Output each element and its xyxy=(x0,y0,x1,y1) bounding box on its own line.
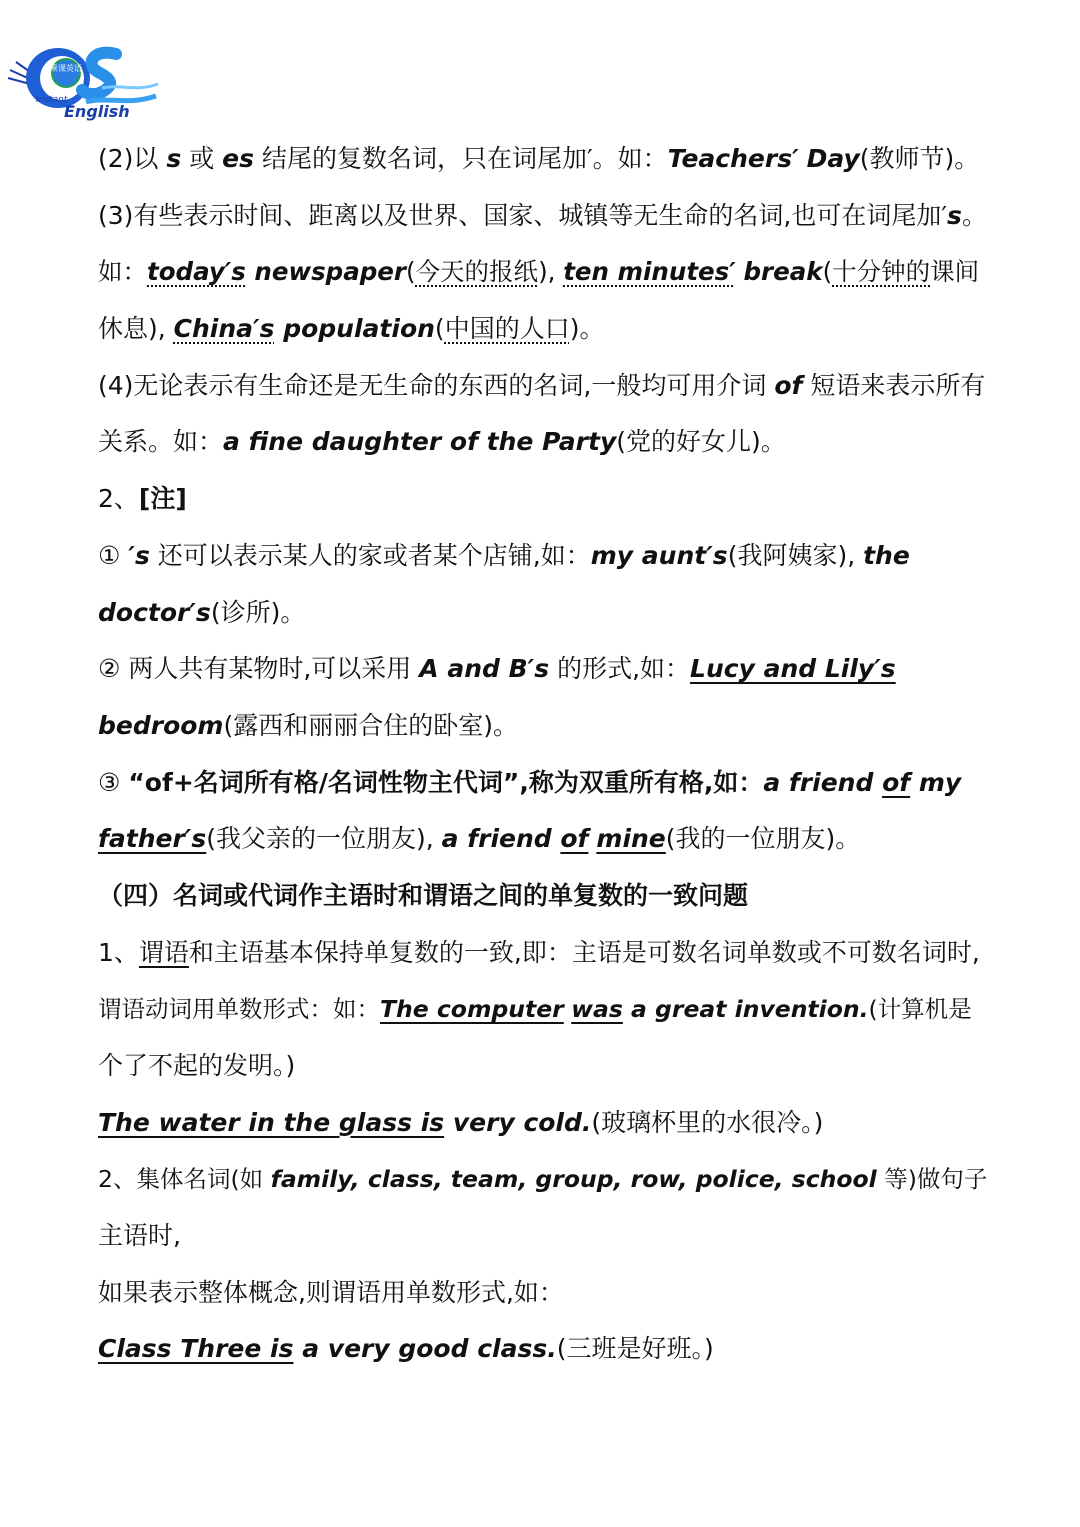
text-run: “of+名词所有格/名词性物主代词”,称为双重所有格,如： xyxy=(128,767,764,797)
text-run: (4)无论表示有生命还是无生命的东西的名词,一般均可用介词 xyxy=(98,370,775,400)
text-run: (3)有些表示时间、距离以及世界、国家、城镇等无生命的名词,也可在词尾加′ xyxy=(98,200,948,230)
text-line xyxy=(98,1265,988,1322)
text-line xyxy=(98,358,988,415)
text-run: (2)以 xyxy=(98,144,167,173)
text-run: Day xyxy=(806,144,860,173)
text-run: (教师节)。 xyxy=(859,144,980,173)
text-run: ′s xyxy=(128,540,150,570)
text-run: Teachers′ xyxy=(667,144,799,173)
text-run: China′s xyxy=(173,314,275,344)
text-run: (玻璃杯里的水很冷。) xyxy=(591,1107,824,1137)
text-run: a friend xyxy=(763,767,883,797)
text-run: 。 xyxy=(961,200,987,230)
text-run: of xyxy=(882,767,911,797)
text-run: (诊所)。 xyxy=(210,597,306,627)
text-line xyxy=(98,188,988,245)
instant-english-logo xyxy=(6,40,166,125)
text-run: newspaper xyxy=(245,257,406,287)
text-run: 和主语基本保持单复数的一致,即：主语是可数名词单数或不可数名词时, xyxy=(188,937,980,967)
text-run: doctor′s xyxy=(98,597,211,627)
text-run: The water in the glass is xyxy=(98,1107,445,1137)
text-run: （四）名词或代词作主语时和谓语之间的单复数的一致问题 xyxy=(98,880,749,910)
svg-text:English: English xyxy=(64,102,130,121)
text-line xyxy=(98,244,988,301)
text-line xyxy=(98,585,988,642)
text-run: 如果表示整体概念,则谓语用单数形式,如： xyxy=(98,1277,564,1307)
text-run: of xyxy=(774,370,803,400)
text-run: family, class, team, group, row, police, school xyxy=(270,1165,877,1194)
text-run: 的形式,如： xyxy=(549,654,691,684)
text-run: 如： xyxy=(98,257,147,287)
text-run: 中国的人口 xyxy=(444,314,570,344)
text-run: was xyxy=(571,995,623,1024)
text-run: es xyxy=(222,144,255,173)
text-line xyxy=(98,471,988,528)
text-run: 十分钟的 xyxy=(832,257,931,287)
text-run: (三班是好班。) xyxy=(556,1334,714,1364)
text-line xyxy=(98,1038,988,1095)
svg-text:乘课英语: 乘课英语 xyxy=(50,64,82,73)
text-run: father′s xyxy=(98,824,207,854)
text-line xyxy=(98,698,988,755)
text-run: ten minutes′ xyxy=(563,257,736,287)
text-run: )。 xyxy=(569,314,605,344)
text-run: 短语来表示所有 xyxy=(802,370,986,400)
text-line xyxy=(98,981,988,1038)
document-body xyxy=(98,131,988,1378)
text-run: population xyxy=(274,314,435,344)
text-line xyxy=(98,641,988,698)
text-line xyxy=(98,131,988,188)
text-run: my aunt′s xyxy=(590,540,728,570)
text-run: (党的好女儿)。 xyxy=(616,427,786,457)
text-run: 或 xyxy=(181,144,223,173)
text-run: very cold. xyxy=(444,1107,592,1137)
text-run: A and B′s xyxy=(419,654,550,684)
text-run: 谓语动词用单数形式：如： xyxy=(98,995,380,1024)
text-run: 1、 xyxy=(98,937,139,967)
text-run: a very good class. xyxy=(293,1334,557,1364)
text-run: my xyxy=(910,767,962,797)
text-line xyxy=(98,1208,988,1265)
text-run: a friend xyxy=(441,824,561,854)
text-run: (计算机是 xyxy=(868,995,972,1024)
text-line xyxy=(98,528,988,585)
text-run: bedroom xyxy=(98,710,224,740)
text-run: ② 两人共有某物时,可以采用 xyxy=(98,654,420,684)
text-run: 休息), xyxy=(98,314,174,344)
text-run: 个了不起的发明。) xyxy=(98,1051,296,1080)
text-run: 谓语 xyxy=(138,937,189,967)
text-line xyxy=(98,868,988,925)
text-run xyxy=(799,144,807,173)
text-line xyxy=(98,1321,988,1378)
text-run: ① xyxy=(98,540,129,570)
text-run: ( xyxy=(822,257,833,287)
text-run: 结尾的复数名词，只在词尾加′。如： xyxy=(254,144,668,173)
text-run: the xyxy=(863,540,910,570)
text-run: ③ xyxy=(98,767,129,797)
text-run: break xyxy=(743,257,823,287)
text-run: Class Three is xyxy=(98,1334,294,1364)
text-run: s xyxy=(947,200,962,230)
text-line xyxy=(98,755,988,812)
text-run: s xyxy=(166,144,182,173)
text-run: ( xyxy=(406,257,416,287)
text-run: mine xyxy=(596,824,666,854)
text-run: today′s xyxy=(147,257,246,287)
text-run: (我的一位朋友)。 xyxy=(665,824,861,854)
text-run: 关系。如： xyxy=(98,427,224,457)
text-run: a great invention. xyxy=(622,995,869,1024)
text-run: Lucy and Lily′s xyxy=(690,654,896,684)
text-run: (露西和丽丽合住的卧室)。 xyxy=(223,710,518,740)
text-run: ( xyxy=(434,314,445,344)
text-line xyxy=(98,1095,988,1152)
text-run: 2、 xyxy=(98,484,139,514)
text-run: of xyxy=(560,824,589,854)
text-run: [注] xyxy=(138,484,187,514)
text-run: 2、集体名词(如 xyxy=(98,1165,271,1194)
text-line xyxy=(98,925,988,982)
text-run: 课间 xyxy=(930,257,980,287)
text-run: ), xyxy=(538,257,564,287)
text-run: a fine daughter of the Party xyxy=(223,427,617,457)
text-line xyxy=(98,811,988,868)
text-line xyxy=(98,414,988,471)
text-run: (我阿姨家), xyxy=(727,540,864,570)
text-run: (我父亲的一位朋友), xyxy=(206,824,442,854)
text-line xyxy=(98,1151,988,1208)
text-line xyxy=(98,301,988,358)
svg-text:Instant: Instant xyxy=(36,95,68,105)
text-run: 还可以表示某人的家或者某个店铺,如： xyxy=(149,540,591,570)
text-run: 等)做句子 xyxy=(876,1165,988,1194)
text-run: The computer xyxy=(380,995,564,1024)
text-run: 主语时, xyxy=(98,1221,181,1251)
text-run: 今天的报纸 xyxy=(415,257,539,287)
